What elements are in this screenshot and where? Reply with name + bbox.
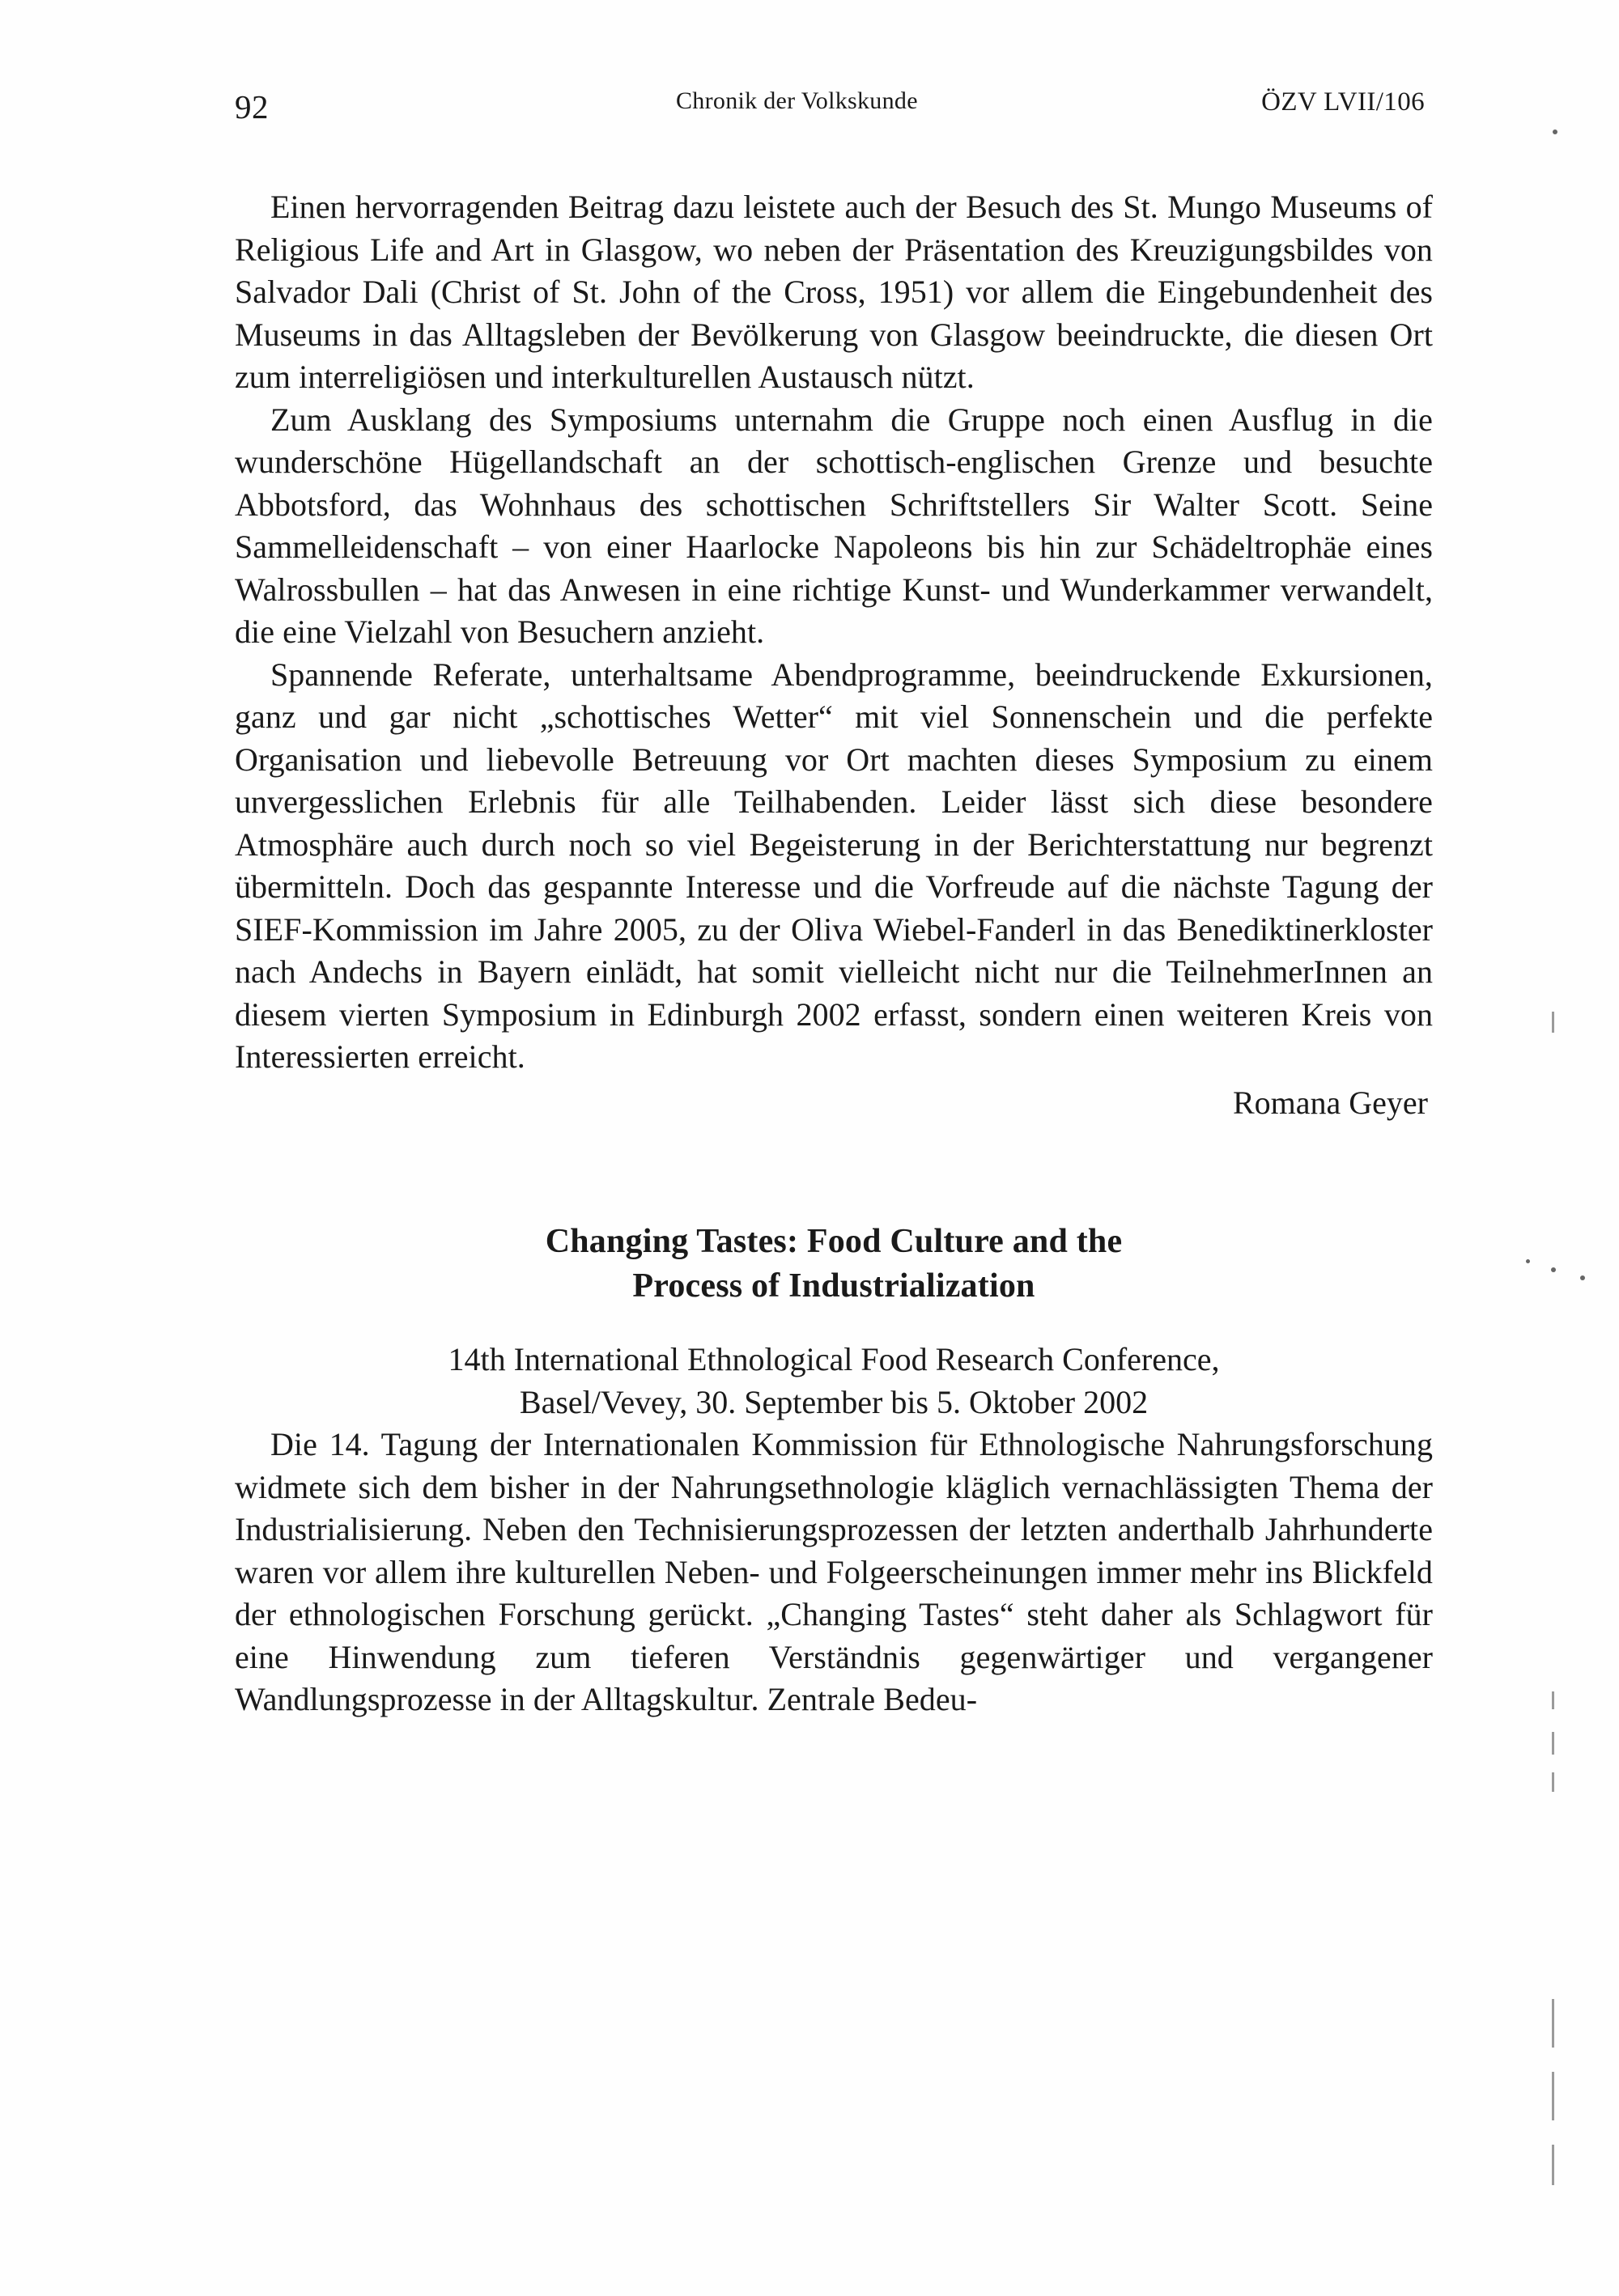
section-heading-line-1: Changing Tastes: Food Culture and the: [545, 1223, 1123, 1260]
paragraph-3: Spannende Referate, unterhaltsame Abendprogramme, beeindruckende Exkursionen, ganz und gar nicht „schottisches Wetter“ mit viel Sonnenschein und die perfekte Organisation und liebevolle Betreuung vor Ort machten dieses Symposium zu einem unvergesslichen Erlebnis für alle Teilhabenden. Leider lässt sich diese besondere Atmosphäre auch durch noch so viel Begeisterung in der Berichterstattung nur begrenzt übermitteln. Doch das gespannte Interesse und die Vorfreude auf die nächste Tagung der SIEF-Kommission im Jahre 2005, zu der Oliva Wiebel-Fanderl in das Benediktinerkloster nach Andechs in Bayern einlädt, hat somit vielleicht nicht nur die TeilnehmerInnen an diesem vierten Symposium in Edinburgh 2002 erfasst, sondern einen weiteren Kreis von Interessierten erreicht.: [235, 656, 1433, 1075]
journal-reference: ÖZV LVII/106: [1261, 87, 1425, 117]
scan-artifact-line: [1552, 1732, 1554, 1755]
running-title: Chronik der Volkskunde: [676, 87, 918, 114]
scan-artifact-line: [1552, 1012, 1554, 1033]
page-number: 92: [235, 88, 269, 125]
section-paragraph-1: Die 14. Tagung der Internationalen Kommission für Ethnologische Nahrungsforschung widmete sich dem bisher in der Nahrungsethnologie kläglich vernachlässigten Thema der Industrialisierung. Neben den Technisierungsprozessen der letzten anderthalb Jahrhunderte waren vor allem ihre kulturellen Neben- und Folgeerscheinungen immer mehr ins Blickfeld der ethnologischen Forschung gerückt. „Changing Tastes“ steht daher als Schlagwort für eine Hinwendung zum tieferen Verständnis gegenwärtiger und vergangener Wandlungsprozesse in der Alltagskultur. Zentrale Bedeu-: [235, 1426, 1433, 1717]
section-heading-line-2: Process of Industrialization: [632, 1267, 1035, 1305]
scan-artifact-line: [1552, 2072, 1554, 2120]
page-header: [235, 87, 1425, 128]
author-signature: Romana Geyer: [1232, 1084, 1428, 1121]
paragraph-2: Zum Ausklang des Symposiums unternahm die Gruppe noch einen Ausflug in die wunderschöne Hügellandschaft an der schottisch-englischen Grenze und besuchte Abbotsford, das Wohnhaus des schottischen Schriftstellers Sir Walter Scott. Seine Sammelleidenschaft – von einer Haarlocke Napoleons bis hin zur Schädeltrophäe eines Walrossbullen – hat das Anwesen in eine richtige Kunst- und Wunderkammer verwandelt, die eine Vielzahl von Besuchern anzieht.: [235, 401, 1433, 650]
section-subheading: [235, 1338, 1433, 1424]
scan-artifact-line: [1552, 1999, 1554, 2048]
scan-artifact-dot: [1526, 1259, 1530, 1263]
paragraph-1: Einen hervorragenden Beitrag dazu leistete auch der Besuch des St. Mungo Museums of Religious Life and Art in Glasgow, wo neben der Präsentation des Kreuzigungsbildes von Salvador Dali (Christ of St. John of the Cross, 1951) vor allem die Eingebundenheit des Museums in das Alltagsleben der Bevölkerung von Glasgow beeindruckte, die diesen Ort zum interreligiösen und interkulturellen Austausch nützt.: [235, 189, 1433, 395]
section-subheading-line-2: Basel/Vevey, 30. September bis 5. Oktober 2002: [519, 1384, 1149, 1420]
scan-artifact-dot: [1580, 1275, 1585, 1280]
page-content: [235, 186, 1433, 1721]
scan-artifact-line: [1552, 1691, 1554, 1709]
scan-artifact-line: [1552, 1772, 1554, 1792]
scan-artifact-line: [1552, 2145, 1554, 2185]
section-subheading-line-1: 14th International Ethnological Food Research Conference,: [448, 1341, 1220, 1377]
section-heading: [235, 1220, 1433, 1309]
scan-artifact-dot: [1551, 1267, 1556, 1272]
scan-artifact-dot: [1553, 129, 1557, 134]
